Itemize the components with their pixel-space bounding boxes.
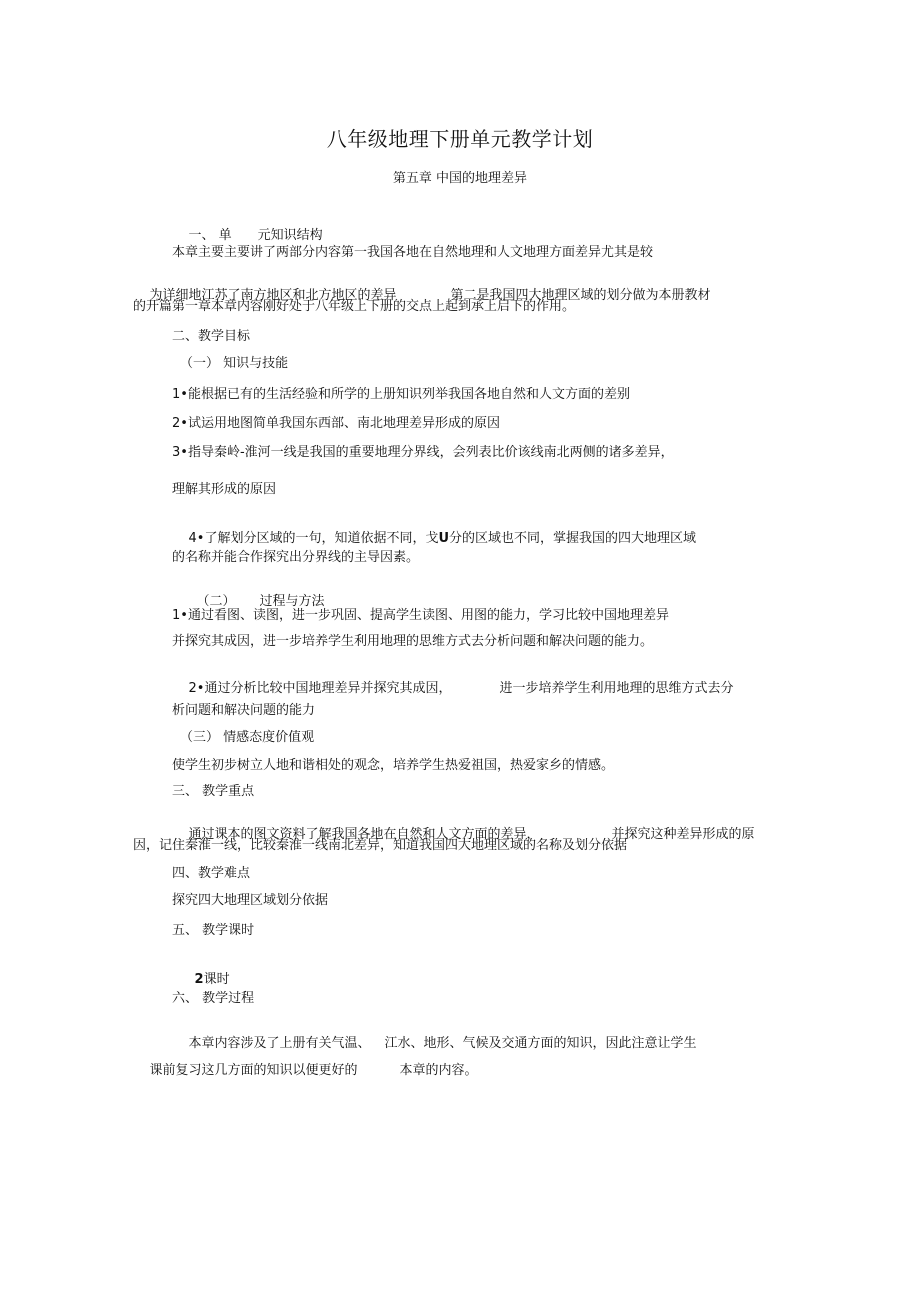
objective-item-4-continued: 的名称并能合作探究出分界线的主导因素。 <box>172 550 420 565</box>
section-1-paragraph-line-3: 的开篇第一章本章内容刚好处于八年级上下册的交点上起到承上启下的作用。 <box>133 299 576 314</box>
objective-item-3: 3•指导秦岭-淮河一线是我国的重要地理分界线，会列表比价该线南北两侧的诸多差异， <box>172 445 674 460</box>
section-4-text: 探究四大地理区域划分依据 <box>172 893 329 908</box>
section-6-line-2 <box>133 1047 478 1095</box>
objective-item-2: 2•试运用地图简单我国东西部、南北地理差异形成的原因 <box>172 416 500 431</box>
document-title: 八年级地理下册单元教学计划 <box>326 127 594 151</box>
section-5-hours-number: 2 <box>194 972 204 987</box>
subsection-emotion-values: （三） 情感态度价值观 <box>180 730 315 745</box>
subsection-knowledge-skills: （一） 知识与技能 <box>180 356 289 371</box>
section-3-heading: 三、 教学重点 <box>172 784 255 799</box>
section-3-line-1-part-b: 并探究这种差异形成的原 <box>611 827 755 842</box>
process-item-2-part-b: 进一步培养学生利用地理的思维方式去分 <box>499 681 734 696</box>
process-item-2-continued: 析问题和解决问题的能力 <box>172 703 316 718</box>
section-4-heading: 四、教学难点 <box>172 866 251 881</box>
process-item-1: 1•通过看图、读图，进一步巩固、提高学生读图、用图的能力，学习比较中国地理差异 <box>172 608 669 623</box>
objective-item-4-part-b: U <box>438 531 450 546</box>
section-5-hours-unit: 课时 <box>203 972 230 987</box>
section-1-paragraph-line-1: 本章主要主要讲了两部分内容第一我国各地在自然地理和人文地理方面差异尤其是较 <box>172 245 654 260</box>
section-1-paragraph-line-2-part-a: 为详细地江苏了南方地区和北方地区的差异 <box>149 288 397 303</box>
objective-item-3-continued: 理解其形成的原因 <box>172 482 277 497</box>
section-6-heading: 六、 教学过程 <box>172 991 255 1006</box>
section-6-line-2-part-a: 课前复习这几方面的知识以便更好的 <box>149 1063 358 1078</box>
subsection-process-methods-number: （二） <box>196 594 236 609</box>
objective-item-4-part-c: 分的区域也不同，掌握我国的四大地理区域 <box>449 531 697 546</box>
section-6-line-1-part-b: 江水、地形、气候及交通方面的知识，因此注意让学生 <box>384 1036 697 1051</box>
process-item-1-continued: 并探究其成因，进一步培养学生利用地理的思维方式去分析问题和解决问题的能力。 <box>172 634 654 649</box>
objective-item-1: 1•能根据已有的生活经验和所学的上册知识列举我国各地自然和人文方面的差别 <box>172 387 630 402</box>
section-2-heading: 二、教学目标 <box>172 329 251 344</box>
section-1-heading-part-b: 元知识结构 <box>257 228 323 243</box>
chapter-subtitle: 第五章 中国的地理差异 <box>392 171 528 186</box>
section-6-line-2-part-b: 本章的内容。 <box>399 1063 478 1078</box>
section-1-paragraph-line-2-part-b: 第二是我国四大地理区域的划分做为本册教材 <box>450 288 711 303</box>
section-3-line-2: 因，记住秦淮一线，比较秦淮一线南北差异，知道我国四大地理区域的名称及划分依据 <box>133 838 628 853</box>
process-item-2-part-a: 2•通过分析比较中国地理差异并探究其成因， <box>188 681 452 696</box>
subsection-process-methods-label: 过程与方法 <box>259 594 325 609</box>
section-3-line-1-part-a: 通过课本的图文资料了解我国各地在自然和人文方面的差异， <box>188 827 540 842</box>
section-6-line-1-part-a: 本章内容涉及了上册有关气温、 <box>188 1036 371 1051</box>
objective-item-4-part-a: 4•了解划分区域的一句，知道依据不同，戈 <box>188 531 439 546</box>
emotion-values-text: 使学生初步树立人地和谐相处的观念，培养学生热爱祖国，热爱家乡的情感。 <box>172 758 615 773</box>
section-5-heading: 五、 教学课时 <box>172 923 255 938</box>
section-1-heading-part-a: 一、 单 <box>188 228 232 243</box>
